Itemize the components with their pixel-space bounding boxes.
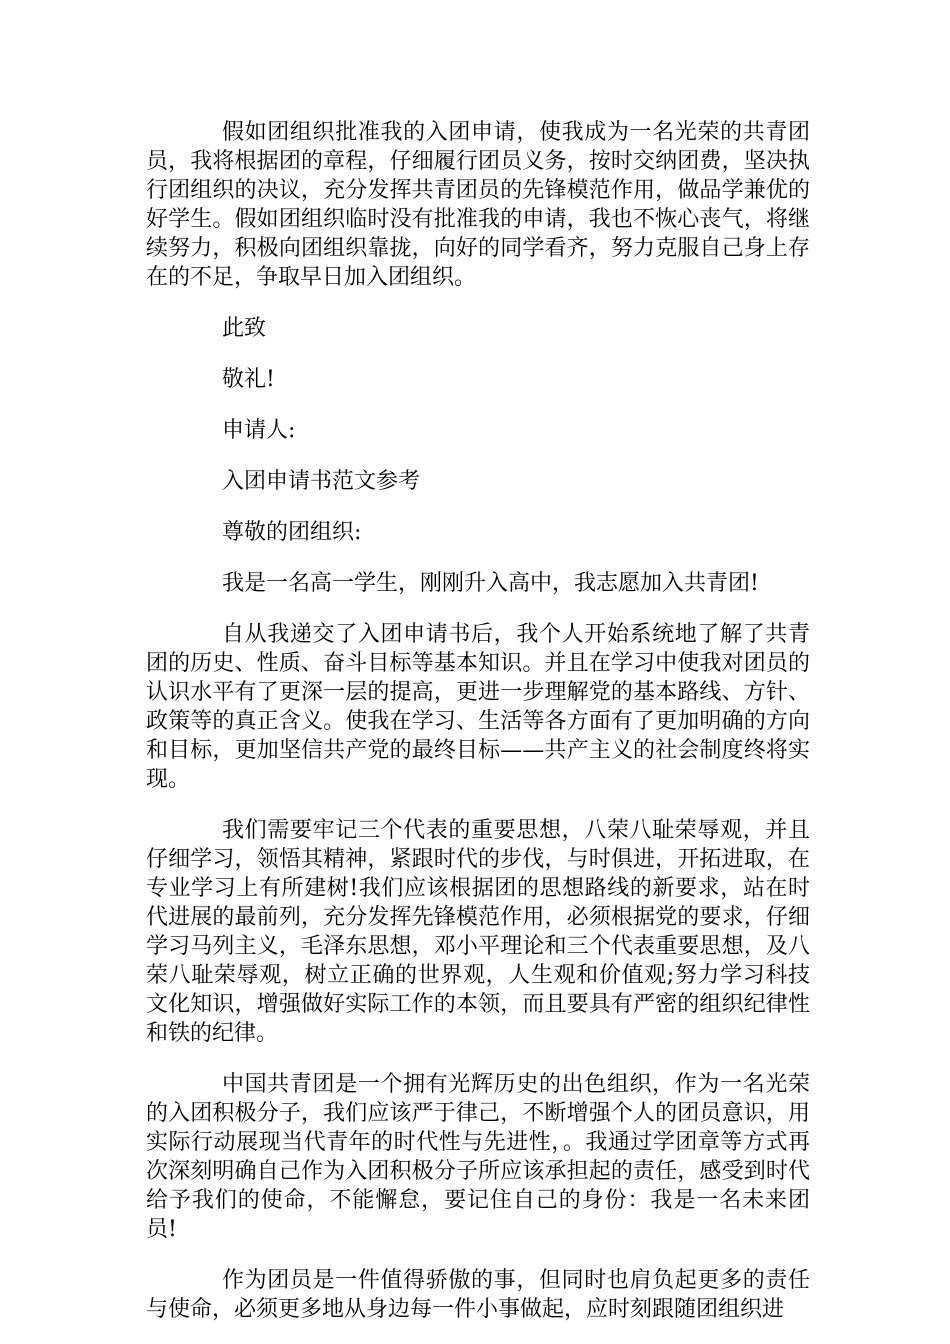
paragraph-understanding: 自从我递交了入团申请书后，我个人开始系统地了解了共青团的历史、性质、奋斗目标等基本知识。并且在学习中使我对团员的认识水平有了更深一层的提高，更进一步理解党的基本路线、方针、政策等的真正含义。使我在学习、生活等各方面有了更加明确的方向和目标，更加坚信共产党的最终目标——共产主义的社会制度终将实现。 bbox=[146, 622, 810, 792]
closing-regards: 敬礼! bbox=[222, 367, 275, 392]
paragraph-responsibility: 作为团员是一件值得骄傲的事，但同时也肩负起更多的责任与使命，必须更多地从身边每一件小事做起，应时刻跟随团组织进 bbox=[146, 1268, 810, 1322]
closing-salutation: 此致 bbox=[222, 316, 267, 341]
greeting: 尊敬的团组织: bbox=[222, 520, 362, 545]
paragraph-approval: 假如团组织批准我的入团申请，使我成为一名光荣的共青团员，我将根据团的章程，仔细履行团员义务，按时交纳团费，坚决执行团组织的决议，充分发挥共青团员的先锋模范作用，做品学兼优的好学生。假如团组织临时没有批准我的申请，我也不恢心丧气，将继续努力，积极向团组织靠拢，向好的同学看齐，努力克服自己身上存在的不足，争取早日加入团组织。 bbox=[146, 120, 810, 290]
paragraph-study: 我们需要牢记三个代表的重要思想，八荣八耻荣辱观，并且仔细学习，领悟其精神，紧跟时代的步伐，与时俱进，开拓进取，在专业学习上有所建树!我们应该根据团的思想路线的新要求，站在时代进展的最前列，充分发挥先锋模范作用，必须根据党的要求，仔细学习马列主义，毛泽东思想，邓小平理论和三个代表重要思想，及八荣八耻荣辱观，树立正确的世界观，人生观和价值观;努力学习科技文化知识，增强做好实际工作的本领，而且要具有严密的组织纪律性和铁的纪律。 bbox=[146, 818, 810, 1046]
applicant-label: 申请人: bbox=[222, 418, 296, 443]
section-title: 入团申请书范文参考 bbox=[222, 469, 421, 494]
document-page bbox=[146, 118, 810, 1324]
intro-line: 我是一名高一学生，刚刚升入高中，我志愿加入共青团! bbox=[222, 571, 759, 596]
paragraph-league: 中国共青团是一个拥有光辉历史的出色组织，作为一名光荣的入团积极分子，我们应该严于律己，不断增强个人的团员意识，用实际行动展现当代青年的时代性与先进性，。我通过学团章等方式再次深刻明确自己作为入团积极分子所应该承担起的责任，感受到时代给予我们的使命，不能懈怠，要记住自己的身份：我是一名未来团员! bbox=[146, 1072, 810, 1242]
